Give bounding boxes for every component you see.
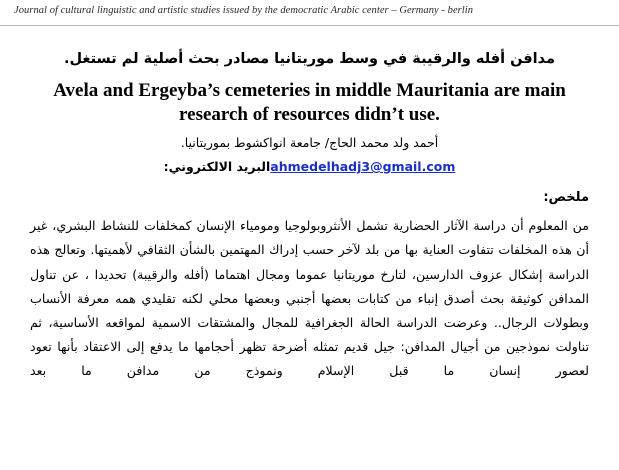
article-email-line <box>28 159 591 174</box>
article-content <box>0 26 619 470</box>
article-title-english: Avela and Ergeyba’s cemeteries in middle Mauritania are main research of resources didn’t use. <box>53 79 566 125</box>
article-title-arabic: مدافن أفله والرقيبة في وسط موريتانيا مصادر بحث أصلية لم تستغل. <box>63 51 556 67</box>
journal-header-text: Journal of cultural linguistic and artistic studies issued by the democratic Arabic center – Germany - berlin <box>14 5 474 16</box>
abstract-body <box>30 214 589 383</box>
abstract-paragraph: من المعلوم أن دراسة الآثار الحضارية تشمل الأنثروبولوجيا ومومياء الإنسان كمخلفات للنشاط البشري، غير أن هذه المخلفات تتفاوت العناية بها من بلد لآخر حسب إدراك المهتمين بالشأن الثقافي لأهميتها. وتعالج هذه الدراسة إشكال عزوف الدارسين، لتارخ موريتانيا عموما ومجال اهتماما (أفله والرقيبة) تحديدا ، عن تناول المدافن كوثيقة بحث أصدق إنباء من كتابات بعضها أجنبي وبعضها محلي لكنه تقليدي همه معرفة الأنساب وبطولات الرجال.. وعرضت الدراسة الحالة الجغرافية للمجال والمشتقات الاسمية لمواقعه الأساسية، ثم تناولت نموذجين من أجيال المدافن: جيل قديم تمثله أضرحة تظهر أحجامها ما يدفع إلى الاعتقاد بأنها تعود لعصور إنسان ما قبل الإسلام ونموذج من مدافن ما بعد <box>30 218 589 379</box>
journal-header-band <box>0 0 619 26</box>
email-label: البريد الالكتروني: <box>163 159 271 175</box>
author-email-link[interactable]: ahmedelhadj3@gmail.com <box>270 159 456 175</box>
article-author: أحمد ولد محمد الحاج/ جامعة انواكشوط بموريتانيا. <box>180 135 439 151</box>
abstract-label: ملخص: <box>543 190 589 206</box>
